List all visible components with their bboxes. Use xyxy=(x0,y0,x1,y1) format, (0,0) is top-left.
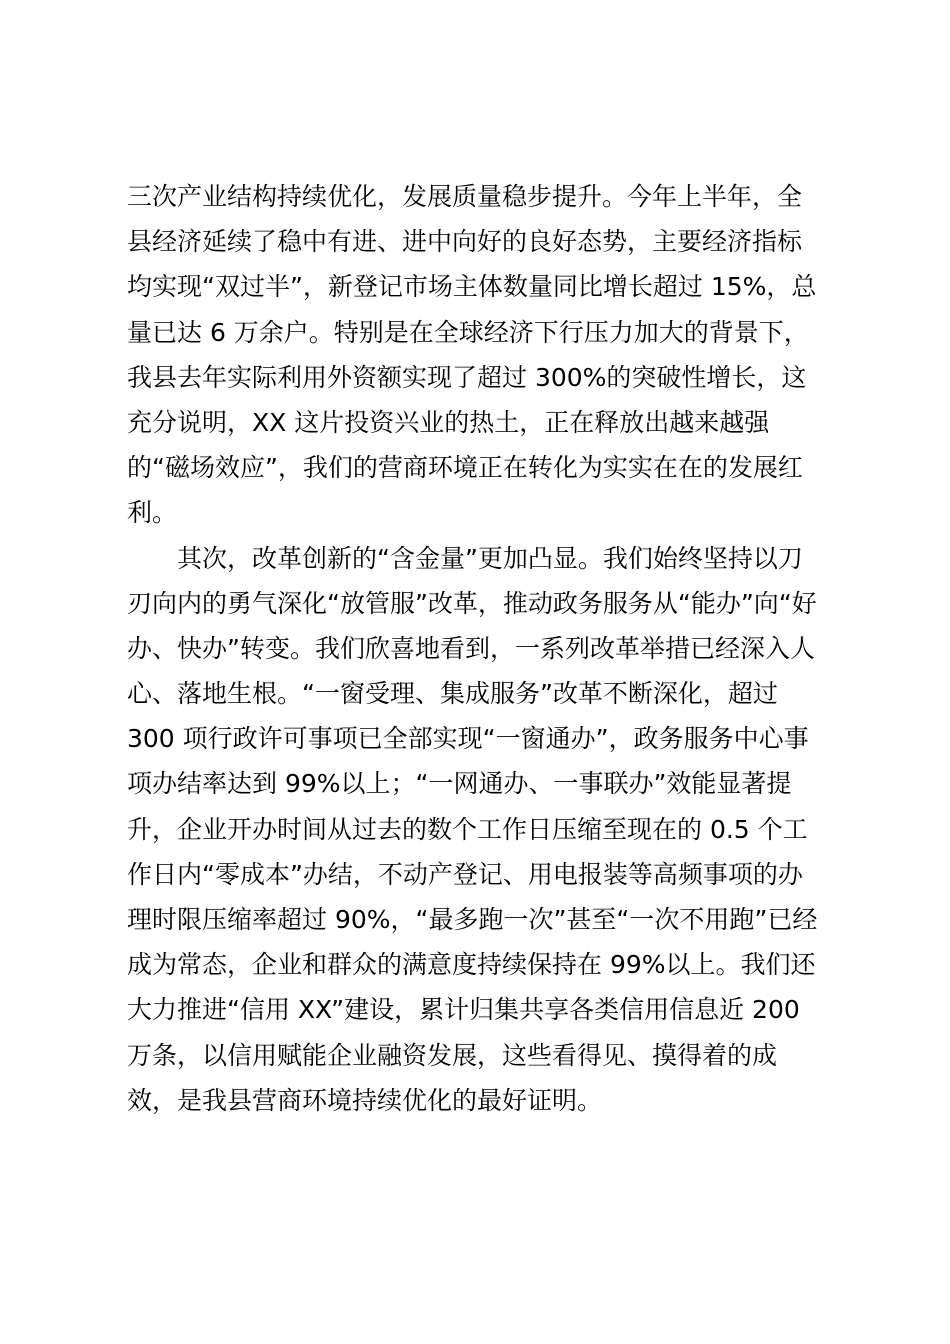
paragraph-line: 量已达 6 万余户。特别是在全球经济下行压力加大的背景下， xyxy=(127,317,809,347)
paragraph-line: 效，是我县营商环境持续优化的最好证明。 xyxy=(127,1085,603,1115)
paragraph-line: 项办结率达到 99%以上；“一网通办、一事联办”效能显著提 xyxy=(127,769,792,799)
paragraph-line: 县经济延续了稳中有进、进中向好的良好态势，主要经济指标 xyxy=(127,227,803,257)
paragraph-line: 其次，改革创新的“含金量”更加凸显。我们始终坚持以刀 xyxy=(177,543,803,573)
paragraph-1 xyxy=(127,174,837,536)
paragraph-line: 我县去年实际利用外资额实现了超过 300%的突破性增长，这 xyxy=(127,362,807,392)
paragraph-line: 办、快办”转变。我们欣喜地看到，一系列改革举措已经深入人 xyxy=(127,633,815,663)
paragraph-line: 刃向内的勇气深化“放管服”改革，推动政务服务从“能办”向“好 xyxy=(127,588,817,618)
paragraph-line: 作日内“零成本”办结，不动产登记、用电报装等高频事项的办 xyxy=(127,859,803,889)
paragraph-2 xyxy=(127,536,837,1123)
paragraph-line: 成为常态，企业和群众的满意度持续保持在 99%以上。我们还 xyxy=(127,950,816,980)
paragraph-line: 的“磁场效应”，我们的营商环境正在转化为实实在在的发展红 xyxy=(127,453,803,483)
paragraph-line: 心、落地生根。“一窗受理、集成服务”改革不断深化，超过 xyxy=(127,679,778,709)
paragraph-line: 理时限压缩率超过 90%，“最多跑一次”甚至“一次不用跑”已经 xyxy=(127,905,818,934)
paragraph-line: 利。 xyxy=(127,498,178,528)
paragraph-line: 三次产业结构持续优化，发展质量稳步提升。今年上半年，全 xyxy=(127,182,803,211)
paragraph-line: 大力推进“信用 XX”建设，累计归集共享各类信用信息近 200 xyxy=(127,995,800,1025)
paragraph-line: 升，企业开办时间从过去的数个工作日压缩至现在的 0.5 个工 xyxy=(127,814,808,844)
paragraph-line: 充分说明，XX 这片投资兴业的热土，正在释放出越来越强 xyxy=(127,407,770,437)
paragraph-line: 均实现“双过半”，新登记市场主体数量同比增长超过 15%，总 xyxy=(127,272,817,302)
paragraph-line: 万条，以信用赋能企业融资发展，这些看得见、摸得着的成 xyxy=(127,1040,778,1070)
document-body xyxy=(127,174,837,1123)
paragraph-line: 300 项行政许可事项已全部实现“一窗通办”，政务服务中心事 xyxy=(127,724,809,754)
